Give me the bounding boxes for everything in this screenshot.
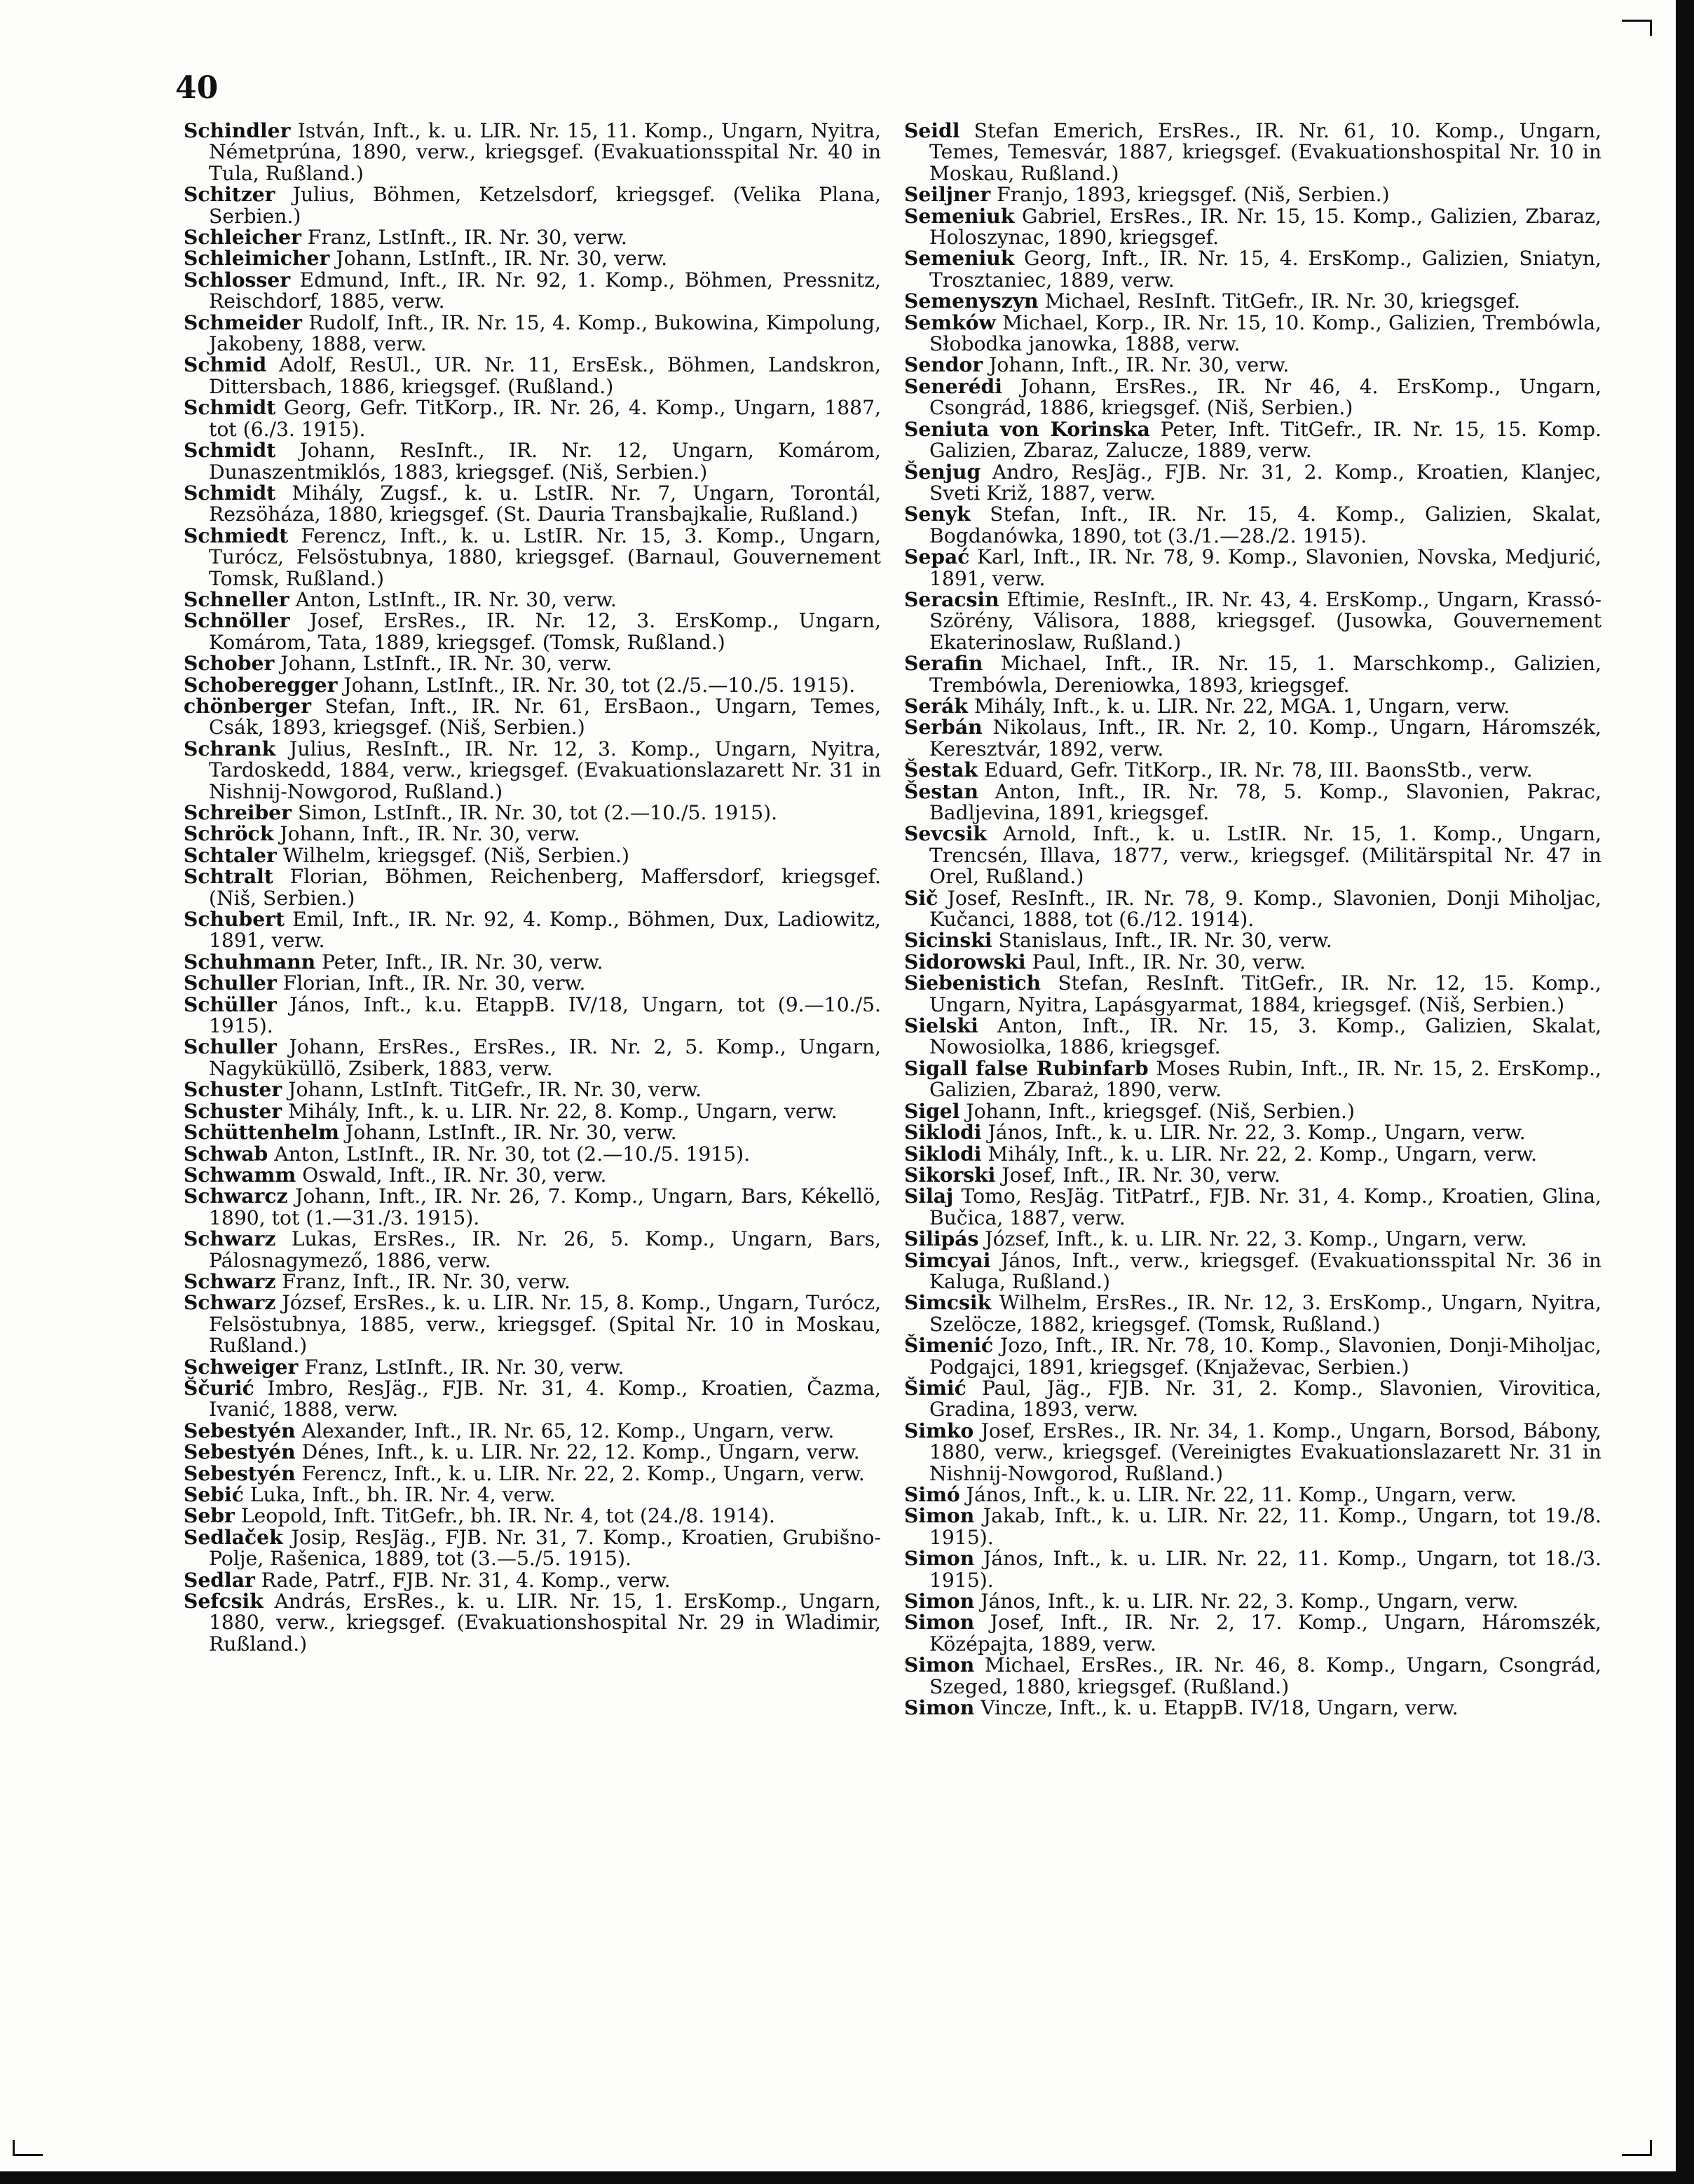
entry-surname: Sepać	[904, 545, 970, 569]
entry-surname: Sebestyén	[184, 1419, 296, 1442]
list-entry	[904, 1548, 1601, 1591]
entry-details: Johann, ResInft., IR. Nr. 12, Ungarn, Komárom, Dunaszentmiklós, 1883, kriegsgef. (Niš, Serbien.)	[209, 439, 881, 484]
entry-details: Anton, LstInft., IR. Nr. 30, tot (2.—10./5. 1915).	[268, 1142, 751, 1166]
entry-details: Johann, Inft., kriegsgef. (Niš, Serbien.)	[959, 1099, 1355, 1123]
entry-surname: Schröck	[184, 822, 274, 846]
list-entry	[904, 1612, 1601, 1655]
entry-details: István, Inft., k. u. LIR. Nr. 15, 11. Komp., Ungarn, Nyitra, Németprúna, 1890, verw., kriegsgef. (Evakuationsspital Nr. 40 in Tula, Rußland.)	[209, 119, 881, 185]
list-entry	[184, 653, 881, 674]
entry-details: Wilhelm, kriegsgef. (Niš, Serbien.)	[276, 843, 629, 867]
list-entry	[904, 1698, 1601, 1719]
entry-surname: Semeniuk	[904, 204, 1015, 228]
entry-details: Michael, Inft., IR. Nr. 15, 1. Marschkomp., Galizien, Trembówla, Dereniowka, 1893, kriegsgef.	[929, 652, 1601, 697]
entry-details: János, Inft., verw., kriegsgef. (Evakuationsspital Nr. 36 in Kaluga, Rußland.)	[929, 1248, 1601, 1293]
list-entry	[904, 291, 1601, 312]
list-entry	[184, 483, 881, 526]
entry-details: Anton, Inft., IR. Nr. 78, 5. Komp., Slavonien, Pakrac, Badljevina, 1891, kriegsgef.	[929, 779, 1601, 824]
list-entry	[904, 1250, 1601, 1293]
entry-details: Ferencz, Inft., k. u. LstIR. Nr. 15, 3. Komp., Ungarn, Turócz, Felsöstubnya, 1880, kriegsgef. (Barnaul, Gouvernement Tomsk, Rußland.)	[209, 524, 881, 590]
entry-details: Josef, Inft., IR. Nr. 30, verw.	[995, 1163, 1280, 1187]
list-entry	[904, 1058, 1601, 1101]
entry-surname: Sigel	[904, 1099, 960, 1123]
entry-details: Florian, Inft., IR. Nr. 30, verw.	[276, 971, 586, 995]
entry-details: Franz, Inft., IR. Nr. 30, verw.	[275, 1269, 571, 1293]
list-entry	[184, 248, 881, 269]
entry-details: Dénes, Inft., k. u. LIR. Nr. 22, 12. Komp., Ungarn, verw.	[295, 1440, 860, 1464]
list-entry	[184, 1357, 881, 1378]
entry-details: Johann, LstInft., IR. Nr. 30, verw.	[329, 247, 668, 271]
list-entry	[904, 952, 1601, 973]
entry-surname: Schwarz	[184, 1227, 276, 1251]
entry-details: András, ErsRes., k. u. LIR. Nr. 15, 1. ErsKomp., Ungarn, 1880, verw., kriegsgef. (Evakuationshospital Nr. 29 in Wladimir, Rußland.)	[209, 1590, 881, 1656]
list-entry	[904, 376, 1601, 419]
list-entry	[904, 1229, 1601, 1250]
list-entry	[904, 1016, 1601, 1058]
list-entry	[904, 310, 1601, 356]
entry-details: Tomo, ResJäg. TitPatrf., FJB. Nr. 31, 4. Komp., Kroatien, Glina, Bučica, 1887, verw.	[929, 1185, 1601, 1229]
entry-details: Paul, Jäg., FJB. Nr. 31, 2. Komp., Slavonien, Virovitica, Gradina, 1893, verw.	[929, 1376, 1601, 1421]
entry-surname: Sidorowski	[904, 950, 1026, 974]
entry-details: Michael, Korp., IR. Nr. 15, 10. Komp., Galizien, Trembówla, Słobodka janowka, 1888, verw.	[929, 310, 1601, 356]
entry-surname: Sikorski	[904, 1163, 996, 1187]
entry-surname: Schuster	[184, 1078, 282, 1102]
entry-details: Josef, ErsRes., IR. Nr. 12, 3. ErsKomp., Ungarn, Komárom, Tata, 1889, kriegsgef. (Tomsk, Rußland.)	[209, 609, 881, 654]
entry-details: Lukas, ErsRes., IR. Nr. 26, 5. Komp., Ungarn, Bars, Pálosnagymező, 1886, verw.	[209, 1227, 881, 1272]
list-entry	[184, 1271, 881, 1292]
entry-details: Josef, ResInft., IR. Nr. 78, 9. Komp., Slavonien, Donji Miholjac, Kučanci, 1888, tot (6./12. 1914).	[929, 886, 1601, 931]
entry-surname: Schmid	[184, 353, 267, 377]
entry-surname: Schindler	[184, 119, 291, 142]
entry-surname: Seniuta von Korinska	[904, 417, 1150, 441]
entry-details: Stefan Emerich, ErsRes., IR. Nr. 61, 10. Komp., Ungarn, Temes, Temesvár, 1887, kriegsgef. (Evakuationshospital Nr. 10 in Moskau, Rußland.)	[929, 119, 1601, 185]
entry-surname: Šenjug	[904, 460, 981, 484]
list-entry	[184, 440, 881, 483]
entry-details: János, Inft., k.u. EtappB. IV/18, Ungarn, tot (9.—10./5. 1915).	[209, 992, 881, 1038]
list-entry	[904, 696, 1601, 717]
list-entry	[904, 1292, 1601, 1335]
entry-details: Eduard, Gefr. TitKorp., IR. Nr. 78, III. BaonsStb., verw.	[977, 758, 1533, 782]
list-entry	[184, 397, 881, 440]
entry-surname: Senerédi	[904, 374, 1002, 398]
list-entry	[184, 227, 881, 248]
list-entry	[184, 1144, 881, 1165]
entry-surname: Senyk	[904, 503, 971, 526]
list-entry	[184, 1165, 881, 1186]
list-entry	[904, 1186, 1601, 1229]
entry-details: József, Inft., k. u. LIR. Nr. 22, 3. Komp., Ungarn, verw.	[978, 1227, 1527, 1251]
list-entry	[184, 952, 881, 973]
entry-surname: Schleimicher	[184, 247, 330, 271]
entry-details: Josef, ErsRes., IR. Nr. 34, 1. Komp., Ungarn, Borsod, Bábony, 1880, verw., kriegsgef. (Vereinigtes Evakuationslazarett Nr. 31 in Nishnij-Nowgorod, Rußland.)	[929, 1419, 1601, 1485]
entry-surname: Schwamm	[184, 1163, 296, 1187]
entry-details: Julius, ResInft., IR. Nr. 12, 3. Komp., Ungarn, Nyitra, Tardoskedd, 1884, verw., kriegsgef. (Evakuationslazarett Nr. 31 in Nishnij-Nowgorod, Rußland.)	[209, 737, 881, 803]
entry-details: Simon, LstInft., IR. Nr. 30, tot (2.—10./5. 1915).	[292, 801, 778, 824]
list-entry	[184, 310, 881, 356]
list-entry	[184, 1292, 881, 1356]
entry-surname: Schwarz	[184, 1269, 276, 1293]
entry-surname: Schwarcz	[184, 1185, 288, 1208]
entry-details: Anton, Inft., IR. Nr. 15, 3. Komp., Galizien, Skalat, Nowosiolka, 1886, kriegsgef.	[929, 1014, 1601, 1059]
entry-surname: Schuller	[184, 971, 277, 995]
list-entry	[904, 589, 1601, 653]
entry-surname: Schrank	[184, 737, 276, 760]
entry-details: János, Inft., k. u. LIR. Nr. 22, 11. Komp., Ungarn, tot 18./3. 1915).	[929, 1547, 1601, 1592]
entry-details: Moses Rubin, Inft., IR. Nr. 15, 2. ErsKomp., Galizien, Zbaraż, 1890, verw.	[929, 1056, 1601, 1102]
entry-details: János, Inft., k. u. LIR. Nr. 22, 3. Komp., Ungarn, verw.	[981, 1121, 1526, 1145]
list-entry	[904, 824, 1601, 887]
entry-details: Paul, Inft., IR. Nr. 30, verw.	[1025, 950, 1306, 974]
entry-surname: Schmeider	[184, 310, 302, 334]
list-entry	[904, 1655, 1601, 1698]
scan-edge-right	[1676, 0, 1694, 2184]
scan-edge-bottom	[0, 2171, 1694, 2184]
entry-surname: Schleicher	[184, 226, 301, 250]
entry-details: Franz, LstInft., IR. Nr. 30, verw.	[298, 1355, 624, 1379]
entry-details: Michael, ResInft. TitGefr., IR. Nr. 30, kriegsgef.	[1038, 289, 1521, 313]
list-entry	[904, 1165, 1601, 1186]
entry-details: Johann, LstInft., IR. Nr. 30, verw.	[339, 1121, 677, 1145]
list-entry	[904, 653, 1601, 696]
entry-details: Mihály, Inft., k. u. LIR. Nr. 22, 8. Komp., Ungarn, verw.	[282, 1099, 838, 1123]
right-column	[904, 121, 1601, 1719]
entry-details: Eftimie, ResInft., IR. Nr. 43, 4. ErsKomp., Ungarn, Krassó-Szörény, Válisora, 1888, kriegsgef. (Jusowka, Gouvernement Ekaterinoslaw, Rußland.)	[929, 587, 1601, 654]
list-entry	[184, 696, 881, 739]
entry-details: Gabriel, ErsRes., IR. Nr. 15, 15. Komp., Galizien, Zbaraz, Holoszynac, 1890, kriegsgef.	[929, 204, 1601, 250]
entry-details: Mihály, Inft., k. u. LIR. Nr. 22, 2. Komp., Ungarn, verw.	[981, 1142, 1538, 1166]
entry-details: Wilhelm, ErsRes., IR. Nr. 12, 3. ErsKomp., Ungarn, Nyitra, Szelöcze, 1882, kriegsgef. (Tomsk, Rußland.)	[929, 1291, 1601, 1336]
entry-details: János, Inft., k. u. LIR. Nr. 22, 3. Komp., Ungarn, verw.	[974, 1590, 1519, 1613]
list-entry	[184, 845, 881, 866]
entry-surname: Schuller	[184, 1035, 277, 1059]
list-entry	[184, 1527, 881, 1570]
list-entry	[184, 589, 881, 610]
entry-details: Georg, Gefr. TitKorp., IR. Nr. 26, 4. Komp., Ungarn, 1887, tot (6./3. 1915).	[209, 396, 881, 441]
entry-surname: Ščurić	[184, 1376, 254, 1400]
entry-surname: Simon	[904, 1504, 975, 1528]
crop-mark-bottom-right	[1622, 2140, 1652, 2156]
entry-surname: Schüller	[184, 992, 277, 1016]
entry-surname: Silipás	[904, 1227, 979, 1251]
list-entry	[184, 1506, 881, 1527]
list-entry	[184, 803, 881, 824]
entry-details: Nikolaus, Inft., IR. Nr. 2, 10. Komp., Ungarn, Háromszék, Keresztvár, 1892, verw.	[929, 716, 1601, 760]
entry-surname: Serák	[904, 694, 968, 718]
entry-surname: Schmiedt	[184, 524, 289, 547]
entry-surname: Simon	[904, 1547, 975, 1571]
entry-details: Imbro, ResJäg., FJB. Nr. 31, 4. Komp., Kroatien, Čazma, Ivanić, 1888, verw.	[209, 1376, 881, 1421]
list-entry	[184, 973, 881, 994]
entry-surname: Schtaler	[184, 843, 277, 867]
entry-details: Peter, Inft., IR. Nr. 30, verw.	[315, 950, 603, 974]
entry-surname: Simon	[904, 1696, 975, 1720]
entry-details: Georg, Inft., IR. Nr. 15, 4. ErsKomp., Galizien, Sniatyn, Trosztaniec, 1889, verw.	[929, 247, 1601, 292]
entry-details: Johann, LstInft., IR. Nr. 30, tot (2./5.—10./5. 1915).	[337, 673, 856, 697]
entry-surname: Simon	[904, 1590, 975, 1613]
entry-details: Julius, Böhmen, Ketzelsdorf, kriegsgef. (Velika Plana, Serbien.)	[209, 183, 881, 228]
list-entry	[184, 610, 881, 653]
entry-surname: chönberger	[184, 694, 311, 718]
entry-surname: Schwarz	[184, 1291, 276, 1315]
list-entry	[904, 1378, 1601, 1421]
entry-surname: Schubert	[184, 908, 285, 931]
entry-details: Emil, Inft., IR. Nr. 92, 4. Komp., Böhmen, Dux, Ladiowitz, 1891, verw.	[209, 908, 881, 953]
list-entry	[184, 1229, 881, 1271]
entry-details: Johann, Inft., IR. Nr. 30, verw.	[983, 353, 1290, 377]
entry-details: Andro, ResJäg., FJB. Nr. 31, 2. Komp., Kroatien, Klanjec, Sveti Križ, 1887, verw.	[929, 460, 1601, 505]
list-entry	[904, 462, 1601, 505]
entry-details: Vincze, Inft., k. u. EtappB. IV/18, Ungarn, verw.	[974, 1696, 1459, 1720]
list-entry	[904, 1122, 1601, 1143]
list-entry	[184, 1570, 881, 1591]
entry-details: Oswald, Inft., IR. Nr. 30, verw.	[296, 1163, 607, 1187]
list-entry	[904, 206, 1601, 249]
list-entry	[904, 779, 1601, 824]
left-column	[184, 121, 881, 1655]
entry-details: Johann, ErsRes., ErsRes., IR. Nr. 2, 5. Komp., Ungarn, Nagyküküllö, Zsiberk, 1883, verw.	[209, 1035, 881, 1080]
list-entry	[904, 888, 1601, 931]
entry-surname: Siklodi	[904, 1142, 982, 1166]
entry-surname: Schoberegger	[184, 673, 338, 697]
entry-surname: Silaj	[904, 1185, 954, 1208]
list-entry	[904, 717, 1601, 760]
entry-surname: Schober	[184, 652, 275, 676]
list-entry	[904, 930, 1601, 951]
entry-details: Johann, ErsRes., IR. Nr 46, 4. ErsKomp., Ungarn, Csongrád, 1886, kriegsgef. (Niš, Serbien.)	[929, 374, 1601, 420]
list-entry	[184, 992, 881, 1038]
entry-details: Johann, Inft., IR. Nr. 26, 7. Komp., Ungarn, Bars, Kékellö, 1890, tot (1.—31./3. 1915).	[209, 1185, 881, 1229]
entry-surname: Schwab	[184, 1142, 268, 1166]
list-entry	[184, 909, 881, 952]
entry-surname: Schuhmann	[184, 950, 316, 974]
entry-details: Michael, ErsRes., IR. Nr. 46, 8. Komp., Ungarn, Csongrád, Szeged, 1880, kriegsgef. (Rußland.)	[929, 1653, 1601, 1698]
entry-details: Johann, LstInft. TitGefr., IR. Nr. 30, verw.	[282, 1078, 702, 1102]
entry-details: Rudolf, Inft., IR. Nr. 15, 4. Komp., Bukowina, Kimpolung, Jakobeny, 1888, verw.	[209, 310, 881, 356]
entry-surname: Sedlar	[184, 1568, 255, 1592]
list-entry	[904, 355, 1601, 376]
entry-surname: Sendor	[904, 353, 983, 377]
entry-details: Rade, Patrf., FJB. Nr. 31, 4. Komp., verw.	[254, 1568, 671, 1592]
entry-surname: Sefcsik	[184, 1590, 264, 1613]
list-entry	[904, 1591, 1601, 1612]
entry-surname: Sielski	[904, 1014, 978, 1038]
entry-details: Mihály, Zugsf., k. u. LstIR. Nr. 7, Ungarn, Torontál, Rezsöháza, 1880, kriegsgef. (St. Dauria Transbajkalie, Rußland.)	[209, 481, 881, 526]
entry-surname: Sedlaček	[184, 1525, 283, 1549]
entry-surname: Schreiber	[184, 801, 292, 824]
entry-details: Jakab, Inft., k. u. LIR. Nr. 22, 11. Komp., Ungarn, tot 19./8. 1915).	[929, 1504, 1601, 1549]
entry-surname: Semków	[904, 310, 996, 334]
entry-surname: Schneller	[184, 587, 289, 611]
list-entry	[184, 1079, 881, 1100]
list-entry	[184, 1421, 881, 1442]
entry-details: Mihály, Inft., k. u. LIR. Nr. 22, MGA. 1, Ungarn, verw.	[967, 694, 1510, 718]
entry-details: Ferencz, Inft., k. u. LIR. Nr. 22, 2. Komp., Ungarn, verw.	[295, 1461, 865, 1485]
list-entry	[904, 547, 1601, 589]
list-entry	[904, 248, 1601, 291]
list-entry	[904, 419, 1601, 462]
list-entry	[184, 184, 881, 227]
list-entry	[184, 1485, 881, 1506]
list-entry	[184, 1186, 881, 1229]
entry-surname: Simon	[904, 1653, 975, 1677]
list-entry	[904, 121, 1601, 184]
entry-details: József, ErsRes., k. u. LIR. Nr. 15, 8. Komp., Ungarn, Turócz, Felsöstubnya, 1885, verw., kriegsgef. (Spital Nr. 10 in Moskau, Rußland.)	[209, 1291, 881, 1358]
entry-surname: Sebestyén	[184, 1440, 296, 1464]
entry-surname: Schmidt	[184, 439, 276, 463]
entry-surname: Schmidt	[184, 396, 276, 420]
entry-surname: Schüttenhelm	[184, 1121, 339, 1145]
entry-surname: Seiljner	[904, 183, 991, 207]
entry-details: Peter, Inft. TitGefr., IR. Nr. 15, 15. Komp. Galizien, Zbaraz, Zalucze, 1889, verw.	[929, 417, 1602, 463]
list-entry	[184, 121, 881, 184]
entry-details: Florian, Böhmen, Reichenberg, Maffersdorf, kriegsgef. (Niš, Serbien.)	[209, 865, 881, 910]
list-entry	[184, 1463, 881, 1485]
entry-surname: Semeniuk	[904, 247, 1015, 271]
entry-surname: Sebić	[184, 1483, 244, 1506]
list-entry	[184, 1037, 881, 1079]
entry-details: Leopold, Inft. TitGefr., bh. IR. Nr. 4, tot (24./8. 1914).	[234, 1504, 775, 1528]
entry-details: János, Inft., k. u. LIR. Nr. 22, 11. Komp., Ungarn, verw.	[959, 1483, 1517, 1506]
entry-details: Anton, LstInft., IR. Nr. 30, verw.	[289, 587, 617, 611]
entry-surname: Sigall false Rubinfarb	[904, 1056, 1149, 1080]
list-entry	[184, 355, 881, 397]
entry-details: Stanislaus, Inft., IR. Nr. 30, verw.	[992, 929, 1332, 953]
entry-surname: Serafin	[904, 652, 983, 676]
entry-surname: Simcyai	[904, 1248, 991, 1272]
entry-details: Stefan, Inft., IR. Nr. 15, 4. Komp., Galizien, Skalat, Bogdanówka, 1890, tot (3./1.—28./2. 1915).	[929, 503, 1601, 547]
list-entry	[184, 1122, 881, 1143]
entry-surname: Schtralt	[184, 865, 273, 889]
entry-surname: Schlosser	[184, 268, 291, 292]
entry-surname: Simko	[904, 1419, 974, 1442]
entry-surname: Simó	[904, 1483, 960, 1506]
list-entry	[904, 973, 1601, 1016]
entry-details: Arnold, Inft., k. u. LstIR. Nr. 15, 1. Komp., Ungarn, Trencsén, Illava, 1877, verw., kriegsgef. (Militärspital Nr. 47 in Orel, Rußland.)	[929, 822, 1601, 889]
list-entry	[184, 739, 881, 803]
list-entry	[904, 504, 1601, 547]
page-number: 40	[175, 70, 219, 106]
entry-surname: Šimenić	[904, 1334, 994, 1358]
entry-details: Edmund, Inft., IR. Nr. 92, 1. Komp., Böhmen, Pressnitz, Reischdorf, 1885, verw.	[209, 268, 881, 313]
list-entry	[184, 1591, 881, 1655]
entry-surname: Šimić	[904, 1376, 966, 1400]
entry-details: Alexander, Inft., IR. Nr. 65, 12. Komp., Ungarn, verw.	[295, 1419, 835, 1442]
entry-surname: Serbán	[904, 716, 983, 739]
entry-details: Franjo, 1893, kriegsgef. (Niš, Serbien.)	[990, 183, 1390, 207]
entry-surname: Seidl	[904, 119, 960, 142]
entry-surname: Sevcsik	[904, 822, 987, 846]
list-entry	[184, 675, 881, 696]
list-entry	[184, 270, 881, 313]
list-entry	[184, 824, 881, 845]
list-entry	[184, 866, 881, 909]
list-entry	[904, 1144, 1601, 1165]
entry-surname: Schmidt	[184, 481, 276, 505]
list-entry	[184, 526, 881, 589]
list-entry	[904, 1421, 1601, 1485]
entry-surname: Schweiger	[184, 1355, 299, 1379]
entry-details: Stefan, Inft., IR. Nr. 61, ErsBaon., Ungarn, Temes, Csák, 1893, kriegsgef. (Niš, Serbien.)	[209, 694, 881, 739]
entry-details: Karl, Inft., IR. Nr. 78, 9. Komp., Slavonien, Novska, Medjurić, 1891, verw.	[929, 545, 1601, 590]
entry-details: Stefan, ResInft. TitGefr., IR. Nr. 12, 15. Komp., Ungarn, Nyitra, Lapásgyarmat, 1884, kriegsgef. (Niš, Serbien.)	[929, 971, 1601, 1016]
entry-details: Luka, Inft., bh. IR. Nr. 4, verw.	[243, 1483, 556, 1506]
entry-surname: Šestak	[904, 758, 978, 782]
entry-details: Johann, Inft., IR. Nr. 30, verw.	[273, 822, 580, 846]
crop-mark-bottom-left	[13, 2140, 43, 2156]
entry-details: Jozo, Inft., IR. Nr. 78, 10. Komp., Slavonien, Donji-Miholjac, Podgajci, 1891, kriegsgef. (Knjaževac, Serbien.)	[929, 1334, 1601, 1379]
list-entry	[904, 1335, 1601, 1378]
list-entry	[904, 760, 1601, 781]
entry-surname: Schnöller	[184, 609, 290, 633]
entry-surname: Sič	[904, 886, 938, 910]
list-entry	[904, 1506, 1601, 1548]
entry-surname: Sebr	[184, 1504, 235, 1528]
list-entry	[184, 1442, 881, 1463]
entry-surname: Schuster	[184, 1099, 282, 1123]
entry-details: Josef, Inft., IR. Nr. 2, 17. Komp., Ungarn, Háromszék, Középajta, 1889, verw.	[929, 1611, 1601, 1656]
entry-surname: Sicinski	[904, 929, 992, 953]
entry-surname: Simcsik	[904, 1291, 992, 1315]
entry-surname: Sebestyén	[184, 1461, 296, 1485]
entry-details: Josip, ResJäg., FJB. Nr. 31, 7. Komp., Kroatien, Grubišno-Polje, Rašenica, 1889, tot (3.—5./5. 1915).	[209, 1525, 881, 1571]
entry-details: Adolf, ResUl., UR. Nr. 11, ErsEsk., Böhmen, Landskron, Dittersbach, 1886, kriegsgef. (Rußland.)	[209, 353, 881, 398]
entry-surname: Simon	[904, 1611, 975, 1634]
entry-details: Franz, LstInft., IR. Nr. 30, verw.	[301, 226, 627, 250]
list-entry	[184, 1101, 881, 1122]
list-entry	[904, 1485, 1601, 1506]
entry-surname: Schitzer	[184, 183, 275, 207]
entry-surname: Siklodi	[904, 1121, 982, 1145]
entry-surname: Semenyszyn	[904, 289, 1039, 313]
entry-surname: Seracsin	[904, 587, 999, 611]
list-entry	[904, 1101, 1601, 1122]
crop-mark-top-right	[1622, 20, 1652, 36]
entry-surname: Siebenistich	[904, 971, 1041, 995]
entry-surname: Šestan	[904, 779, 978, 803]
entry-details: Johann, LstInft., IR. Nr. 30, verw.	[274, 652, 613, 676]
list-entry	[904, 184, 1601, 205]
list-entry	[184, 1378, 881, 1421]
